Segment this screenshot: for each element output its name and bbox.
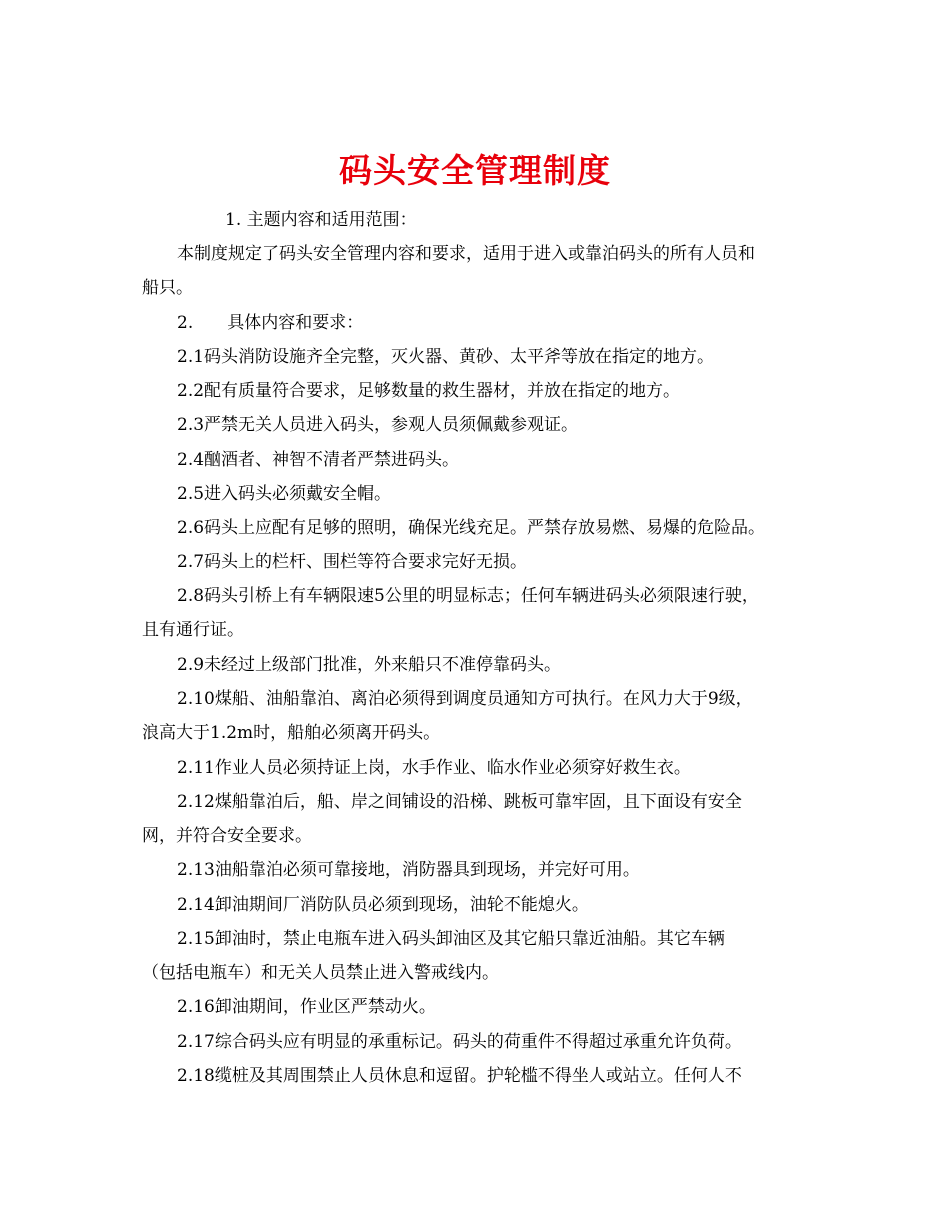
rule-item: 2.13油船靠泊必须可靠接地，消防器具到现场，并完好可用。 [177,860,640,880]
rule-item: 2.11作业人员必须持证上岗，水手作业、临水作业必须穿好救生衣。 [177,758,691,778]
rule-item: 2.16卸油期间，作业区严禁动火。 [177,997,436,1017]
paragraph-line: 船只。 [142,278,193,298]
rule-item: 2.10煤船、油船靠泊、离泊必须得到调度员通知方可执行。在风力大于9级， [177,689,753,709]
rule-item-continuation: 浪高大于1.2m时，船舶必须离开码头。 [142,723,441,743]
rule-item: 2.6码头上应配有足够的照明，确保光线充足。严禁存放易燃、易爆的危险品。 [177,518,766,538]
rule-item: 2.9未经过上级部门批准，外来船只不准停靠码头。 [177,655,562,675]
rule-item: 2.2配有质量符合要求，足够数量的救生器材，并放在指定的地方。 [177,381,681,401]
rule-item: 2.15卸油时，禁止电瓶车进入码头卸油区及其它船只靠近油船。其它车辆 [177,929,725,949]
rule-item: 2.1码头消防设施齐全完整，灭火器、黄砂、太平斧等放在指定的地方。 [177,347,715,367]
rule-item: 2.12煤船靠泊后，船、岸之间铺设的沿梯、跳板可靠牢固，且下面设有安全 [177,792,742,812]
rule-item: 2.3严禁无关人员进入码头，参观人员须佩戴参观证。 [177,415,579,435]
rule-item: 2.5进入码头必须戴安全帽。 [177,484,392,504]
section-heading-1: 1. 主题内容和适用范围： [225,210,417,230]
rule-item-continuation: 且有通行证。 [142,620,244,640]
rule-item: 2.18缆桩及其周围禁止人员休息和逗留。护轮槛不得坐人或站立。任何人不 [177,1066,742,1086]
rule-item: 2.14卸油期间厂消防队员必须到现场，油轮不能熄火。 [177,895,589,915]
rule-item: 2.8码头引桥上有车辆限速5公里的明显标志；任何车辆进码头必须限速行驶， [177,586,759,606]
section-heading-2: 2. 具体内容和要求： [177,313,364,333]
rule-item: 2.7码头上的栏杆、围栏等符合要求完好无损。 [177,552,528,572]
rule-item-continuation: （包括电瓶车）和无关人员禁止进入警戒线内。 [142,963,499,983]
rule-item-continuation: 网，并符合安全要求。 [142,826,312,846]
document-title: 码头安全管理制度 [339,151,611,191]
rule-item: 2.4酗酒者、神智不清者严禁进码头。 [177,450,460,470]
paragraph-line: 本制度规定了码头安全管理内容和要求，适用于进入或靠泊码头的所有人员和 [177,244,755,264]
rule-item: 2.17综合码头应有明显的承重标记。码头的荷重件不得超过承重允许负荷。 [177,1032,742,1052]
